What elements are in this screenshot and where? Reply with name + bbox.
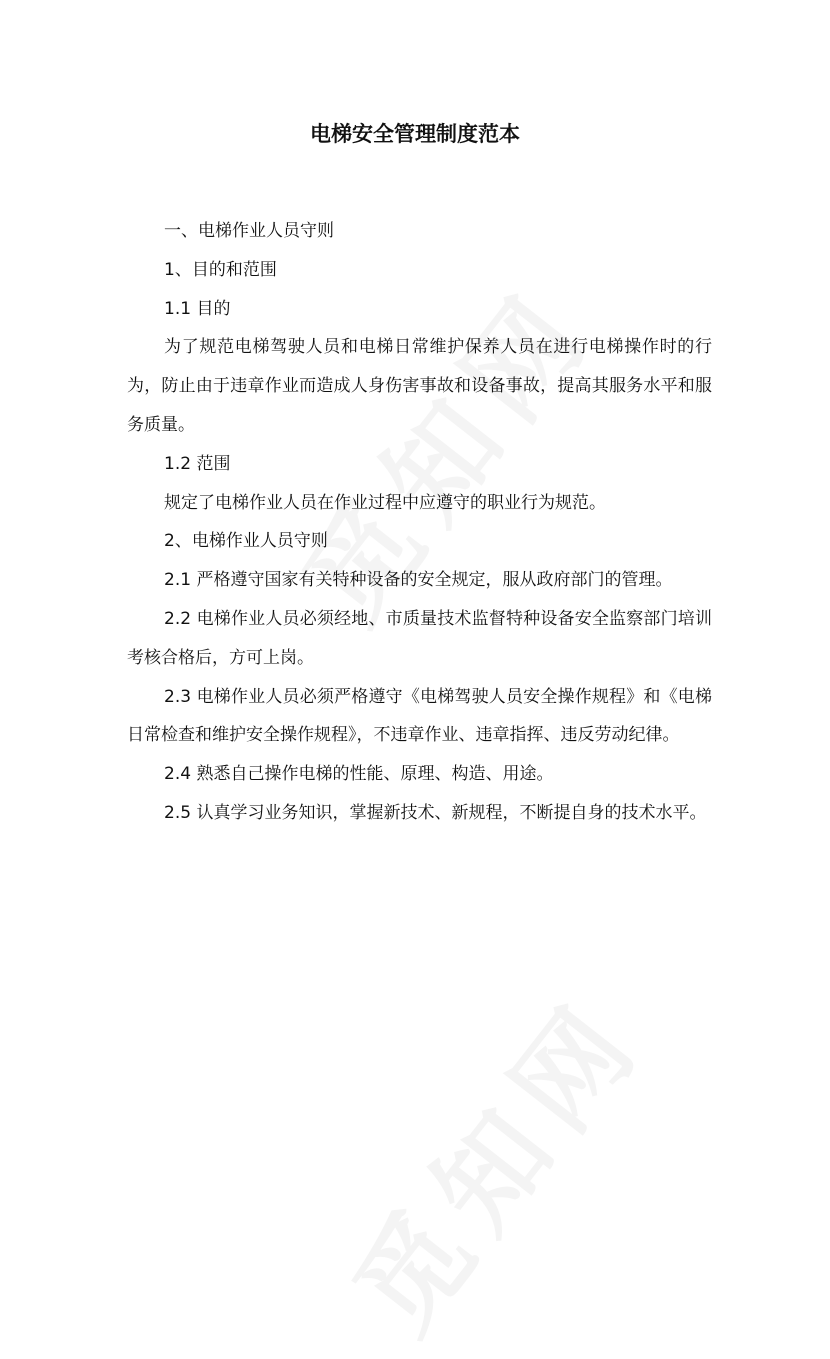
document-body — [127, 212, 712, 833]
clause-paragraph: 2.4 熟悉自己操作电梯的性能、原理、构造、用途。 — [164, 764, 554, 785]
subsection-heading: 2、电梯作业人员守则 — [164, 531, 328, 552]
watermark — [312, 959, 673, 1359]
clause-paragraph: 2.3 电梯作业人员必须严格遵守《电梯驾驶人员安全操作规程》和《电梯日常检查和维护安全操作规程》，不违章作业、违章指挥、违反劳动纪律。 — [127, 686, 712, 746]
paragraph: 规定了电梯作业人员在作业过程中应遵守的职业行为规范。 — [164, 492, 606, 513]
clause-paragraph: 2.2 电梯作业人员必须经地、市质量技术监督特种设备安全监察部门培训考核合格后，方可上岗。 — [127, 608, 712, 668]
clause-heading: 1.1 目的 — [164, 298, 231, 319]
paragraph: 为了规范电梯驾驶人员和电梯日常维护保养人员在进行电梯操作时的行为，防止由于违章作业而造成人身伤害事故和设备事故，提高其服务水平和服务质量。 — [127, 337, 712, 435]
clause-paragraph: 2.5 认真学习业务知识，掌握新技术、新规程，不断提自身的技术水平。 — [164, 802, 707, 823]
document-title: 电梯安全管理制度范本 — [310, 122, 520, 146]
section-heading: 一、电梯作业人员守则 — [164, 221, 334, 241]
clause-heading: 1.2 范围 — [164, 453, 231, 474]
subsection-heading: 1、目的和范围 — [164, 259, 277, 280]
clause-paragraph: 2.1 严格遵守国家有关特种设备的安全规定，服从政府部门的管理。 — [164, 570, 673, 591]
